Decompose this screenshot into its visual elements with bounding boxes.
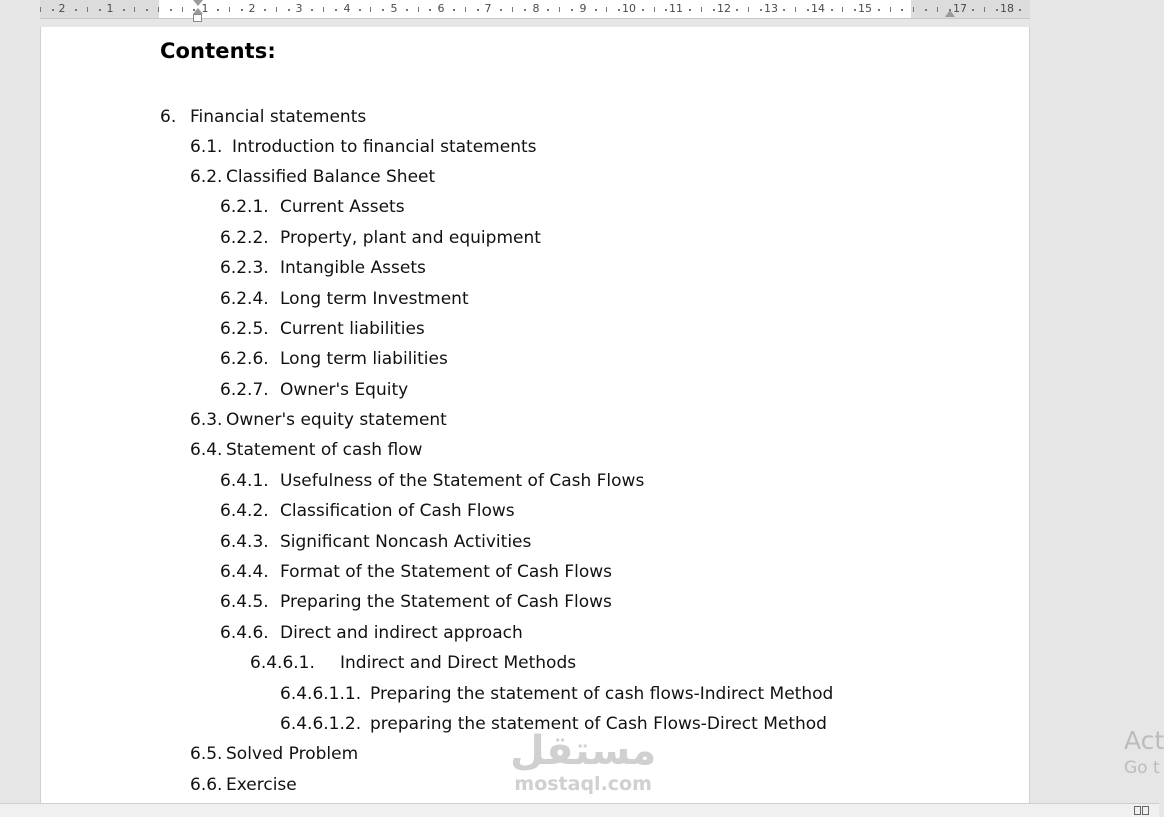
ruler-label: 4	[343, 2, 351, 15]
toc-entry-title: Significant Noncash Activities	[280, 532, 532, 552]
toc-entry-title: preparing the statement of Cash Flows-Direct Method	[370, 714, 827, 734]
ruler-mark	[52, 9, 54, 11]
ruler-mark	[972, 9, 974, 11]
toc-entry[interactable]	[220, 380, 920, 402]
ruler-mark	[418, 7, 419, 12]
toc-entry-title: Long term Investment	[280, 289, 469, 309]
ruler-label: 14	[811, 2, 825, 15]
toc-entry[interactable]	[220, 471, 920, 493]
toc-entry-number: 6.4.4.	[220, 562, 269, 582]
toc-entry-number: 6.4.3.	[220, 532, 269, 552]
toc-entry[interactable]	[220, 197, 920, 219]
toc-entry-title: Owner's Equity	[280, 380, 409, 400]
ruler-label: 18	[1000, 2, 1014, 15]
toc-entry-title: Preparing the Statement of Cash Flows	[280, 592, 612, 612]
ruler-label: 7	[484, 2, 492, 15]
ruler-mark	[760, 9, 762, 11]
ruler-mark	[901, 9, 903, 11]
ruler-mark	[134, 7, 135, 12]
ruler-mark	[311, 9, 313, 11]
windows-activation-notice	[1124, 726, 1164, 780]
ruler-mark	[241, 9, 243, 11]
ruler-label: 8	[532, 2, 540, 15]
toc-entry-number: 6.2.5.	[220, 319, 269, 339]
mostaql-watermark	[510, 728, 656, 794]
toc-entry-title: Current liabilities	[280, 319, 425, 339]
toc-entry-number: 6.3.	[190, 410, 223, 430]
ruler-mark	[996, 9, 998, 11]
toc-entry-number: 6.4.2.	[220, 501, 269, 521]
toc-entry-title: Introduction to financial statements	[232, 137, 537, 157]
ruler-mark	[878, 9, 880, 11]
ruler-mark	[854, 9, 856, 11]
ruler-mark	[429, 9, 431, 11]
toc-entry-number: 6.2.	[190, 167, 223, 187]
ruler-mark	[807, 9, 809, 11]
toc-entry-number: 6.2.6.	[220, 349, 269, 369]
ruler-mark	[949, 9, 951, 11]
ruler-mark	[890, 7, 891, 12]
ruler-label: 5	[390, 2, 398, 15]
ruler-mark	[158, 7, 159, 12]
toc-entry[interactable]	[280, 684, 980, 706]
ruler-mark	[512, 7, 513, 12]
ruler-mark	[453, 9, 455, 11]
ruler-label: 1	[201, 2, 209, 15]
toc-entry-title: Classification of Cash Flows	[280, 501, 515, 521]
ruler-mark	[654, 7, 655, 12]
toc-entry[interactable]	[250, 653, 950, 675]
ruler-mark	[170, 9, 172, 11]
ruler-label: 13	[764, 2, 778, 15]
ruler-label: 9	[579, 2, 587, 15]
ruler-mark	[606, 7, 607, 12]
ruler-mark	[406, 9, 408, 11]
ruler-mark	[748, 7, 749, 12]
toc-entry-number: 6.4.1.	[220, 471, 269, 491]
toc-entry-number: 6.4.6.1.1.	[280, 684, 362, 704]
ruler-label: 15	[858, 2, 872, 15]
ruler-mark	[217, 9, 219, 11]
ruler-label: 11	[669, 2, 683, 15]
toc-entry-title: Preparing the statement of cash flows-Indirect Method	[370, 684, 834, 704]
ruler-label: 2	[58, 2, 66, 15]
ruler-mark	[370, 7, 371, 12]
ruler-mark	[40, 7, 41, 12]
toc-entry-title: Format of the Statement of Cash Flows	[280, 562, 613, 582]
ruler-mark	[665, 9, 667, 11]
ruler-mark	[229, 7, 230, 12]
toc-entry[interactable]	[220, 289, 920, 311]
status-bar	[0, 803, 1159, 817]
ruler-mark	[736, 9, 738, 11]
ruler-label: 6	[437, 2, 445, 15]
toc-entry[interactable]	[220, 532, 920, 554]
ruler-mark	[842, 7, 843, 12]
toc-entry-title: Current Assets	[280, 197, 405, 217]
ruler-mark	[87, 7, 88, 12]
ruler-mark	[571, 9, 573, 11]
ruler-label: 12	[717, 2, 731, 15]
ruler-mark	[713, 9, 715, 11]
toc-entry-title: Intangible Assets	[280, 258, 426, 278]
contents-heading: Contents:	[160, 39, 276, 63]
toc-entry-title: Long term liabilities	[280, 349, 448, 369]
toc-entry-number: 6.4.6.1.	[250, 653, 315, 673]
ruler-mark	[288, 9, 290, 11]
ruler-mark	[524, 9, 526, 11]
ruler-mark	[146, 9, 148, 11]
ruler-mark	[99, 9, 101, 11]
toc-entry-number: 6.2.1.	[220, 197, 269, 217]
ruler-mark	[264, 9, 266, 11]
ruler-mark	[937, 7, 938, 12]
toc-entry-title: Exercise	[226, 775, 297, 795]
ruler-mark	[913, 7, 914, 12]
toc-entry-number: 6.6.	[190, 775, 223, 795]
ruler-mark	[618, 9, 620, 11]
toc-entry-number: 6.4.	[190, 440, 223, 460]
ruler-mark	[1019, 9, 1021, 11]
toc-entry-title: Owner's equity statement	[226, 410, 447, 430]
toc-entry[interactable]	[190, 410, 890, 432]
toc-entry[interactable]	[220, 228, 920, 250]
activation-line-2: Go t	[1124, 758, 1160, 778]
toc-entry-number: 6.5.	[190, 744, 223, 764]
ruler-mark	[276, 7, 277, 12]
ruler-mark	[559, 7, 560, 12]
ruler-mark	[984, 7, 985, 12]
toc-entry-number: 6.4.6.1.2.	[280, 714, 362, 734]
ruler-mark	[359, 9, 361, 11]
toc-entry-title: Property, plant and equipment	[280, 228, 541, 248]
ruler-label: 2	[248, 2, 256, 15]
toc-entry-number: 6.2.3.	[220, 258, 269, 278]
toc-entry-title: Indirect and Direct Methods	[340, 653, 577, 673]
toc-entry-number: 6.2.2.	[220, 228, 269, 248]
toc-entry[interactable]	[220, 562, 920, 584]
ruler-mark	[783, 9, 785, 11]
ruler-mark	[465, 7, 466, 12]
ruler-mark	[689, 9, 691, 11]
ruler-mark	[335, 9, 337, 11]
toc-entry-title: Classified Balance Sheet	[226, 167, 436, 187]
horizontal-ruler[interactable]	[40, 0, 1030, 19]
ruler-mark	[547, 9, 549, 11]
ruler-mark	[500, 9, 502, 11]
ruler-mark	[925, 9, 927, 11]
ruler-label: 17	[953, 2, 967, 15]
ruler-mark	[642, 9, 644, 11]
toc-entry-title: Solved Problem	[226, 744, 359, 764]
read-mode-icon[interactable]	[1134, 806, 1150, 815]
activation-line-1: Act	[1124, 726, 1164, 755]
ruler-mark	[831, 9, 833, 11]
ruler-mark	[323, 7, 324, 12]
toc-entry-title: Financial statements	[190, 107, 367, 127]
document-page[interactable]	[40, 27, 1030, 803]
toc-entry[interactable]	[160, 107, 860, 129]
toc-entry[interactable]	[190, 137, 890, 159]
toc-entry[interactable]	[220, 592, 920, 614]
watermark-latin: mostaql.com	[514, 773, 652, 795]
toc-entry-number: 6.4.5.	[220, 592, 269, 612]
ruler-mark	[795, 7, 796, 12]
ruler-label: 10	[622, 2, 636, 15]
ruler-mark	[75, 9, 77, 11]
ruler-label: 3	[295, 2, 303, 15]
toc-entry[interactable]	[220, 623, 920, 645]
toc-entry-title: Usefulness of the Statement of Cash Flows	[280, 471, 645, 491]
toc-entry-number: 6.2.7.	[220, 380, 269, 400]
ruler-mark	[382, 9, 384, 11]
ruler-mark	[123, 9, 125, 11]
toc-entry-number: 6.4.6.	[220, 623, 269, 643]
toc-entry-number: 6.2.4.	[220, 289, 269, 309]
toc-entry[interactable]	[220, 501, 920, 523]
ruler-mark	[477, 9, 479, 11]
toc-entry[interactable]	[190, 440, 890, 462]
ruler-label: 1	[106, 2, 114, 15]
ruler-mark	[701, 7, 702, 12]
ruler-mark	[193, 9, 195, 11]
toc-entry-title: Statement of cash flow	[226, 440, 423, 460]
toc-entry-number: 6.1.	[190, 137, 223, 157]
toc-entry-title: Direct and indirect approach	[280, 623, 523, 643]
toc-entry-number: 6.	[160, 107, 177, 127]
left-indent-marker[interactable]	[193, 14, 202, 22]
toc-entry[interactable]	[220, 258, 920, 280]
ruler-mark	[595, 9, 597, 11]
toc-entry[interactable]	[220, 349, 920, 371]
ruler-mark	[182, 7, 183, 12]
toc-entry[interactable]	[220, 319, 920, 341]
toc-entry[interactable]	[190, 167, 890, 189]
watermark-arabic: مستقل	[510, 728, 657, 774]
